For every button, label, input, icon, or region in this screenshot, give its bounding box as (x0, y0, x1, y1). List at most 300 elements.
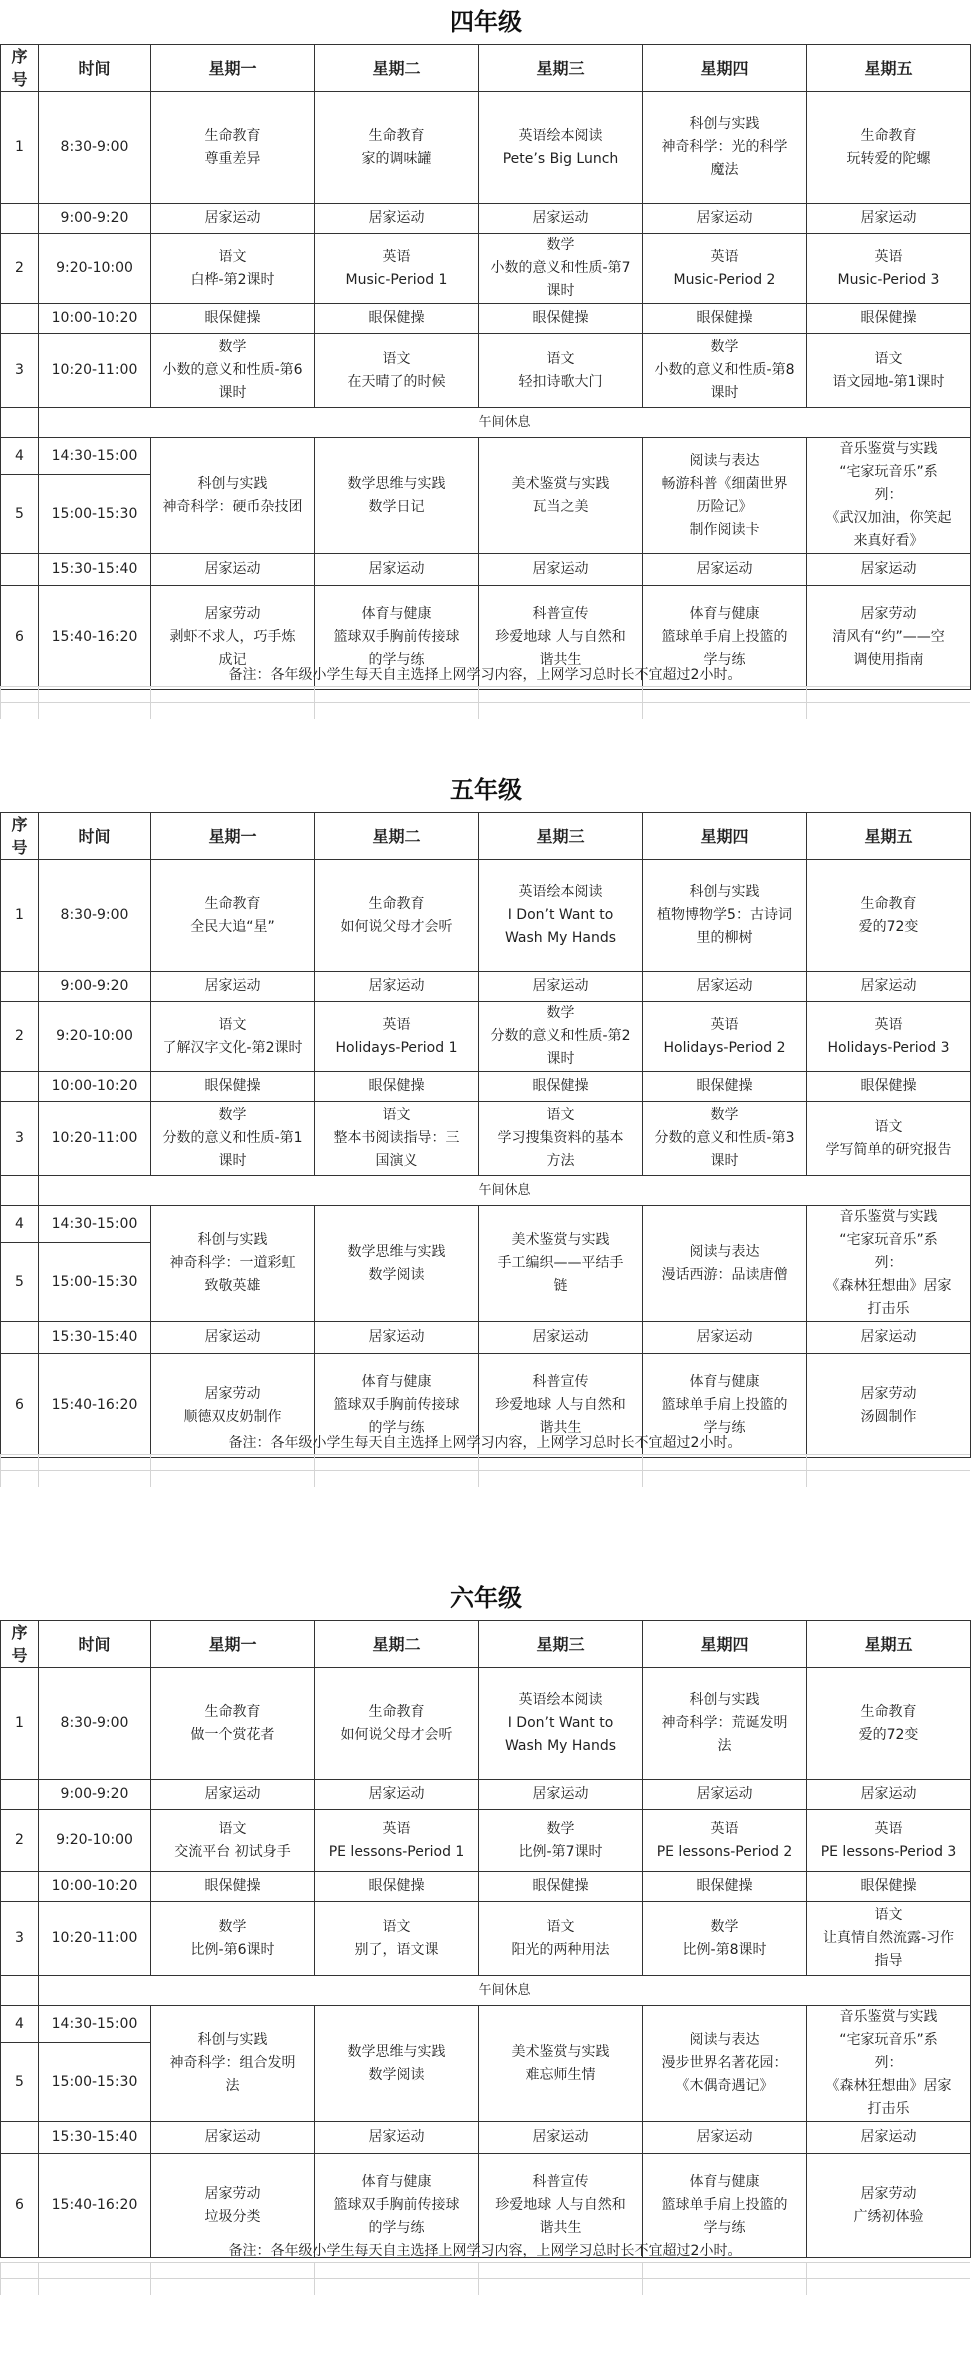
cell-line: 篮球单手肩上投篮的 (661, 629, 788, 645)
cell-line: 垃圾分类 (204, 2208, 261, 2225)
cell-line: 国演义 (375, 1153, 418, 1169)
class-cell (151, 2006, 315, 2122)
sheet-gridline-cell (150, 687, 151, 703)
cell-line: 英语 (382, 1016, 411, 1033)
cell-line: 居家运动 (532, 978, 589, 994)
class-cell (479, 2006, 643, 2122)
time-slot: 9:00-9:20 (39, 1780, 151, 1810)
cell-line: 英语 (874, 1820, 903, 1837)
cell-line: 语文 (546, 350, 575, 367)
cell-line: “宅家玩音乐”系 (839, 2032, 938, 2048)
column-header: 星期一 (151, 813, 315, 860)
period-number (1, 304, 39, 334)
class-cell (643, 860, 807, 972)
lunch-row (1, 1976, 971, 2006)
cell-line: 居家运动 (696, 978, 753, 994)
time-slot: 14:30-15:00 (39, 1206, 151, 1243)
cell-line: 阅读与表达 (689, 1243, 760, 1260)
cell-line: 篮球单手肩上投篮的 (661, 2197, 788, 2213)
cell-line: 如何说父母才会听 (340, 918, 453, 935)
class-cell (807, 860, 971, 972)
class-cell (643, 334, 807, 408)
cell-line: PE lessons-Period 3 (820, 1843, 957, 1860)
cell-line: 生命教育 (368, 895, 425, 912)
class-cell (315, 1810, 479, 1872)
class-cell (479, 1902, 643, 1976)
time-slot: 14:30-15:00 (39, 2006, 151, 2043)
cell-line: 课时 (710, 385, 739, 401)
sheet-gridline-cell (806, 687, 807, 703)
table-row (1, 1780, 971, 1810)
cell-line: 法 (717, 1738, 732, 1754)
class-cell (479, 1780, 643, 1810)
class-cell (315, 2006, 479, 2122)
cell-line: 在天晴了的时候 (347, 373, 446, 390)
cell-line: 语文 (382, 1918, 411, 1935)
class-cell (643, 304, 807, 334)
cell-line: 比例-第7课时 (518, 1843, 603, 1860)
cell-line: 眼保健操 (860, 310, 917, 326)
table-row (1, 1072, 971, 1102)
cell-line: 居家劳动 (204, 606, 261, 622)
cell-line: 珍爱地球 人与自然和 (495, 629, 626, 645)
cell-line: 手工编织——平结手 (497, 1255, 624, 1271)
sheet-gridline-cell (806, 1455, 807, 1471)
sheet-gridline-cell (38, 703, 39, 719)
column-header: 星期四 (643, 45, 807, 92)
class-cell (807, 2006, 971, 2122)
time-slot: 8:30-9:00 (39, 860, 151, 972)
class-cell (479, 204, 643, 234)
time-slot: 15:00-15:30 (39, 2043, 151, 2122)
grade-title: 六年级 (450, 1583, 522, 1612)
table-row (1, 304, 971, 334)
table-row (1, 1322, 971, 1354)
cell-line: 语文 (382, 350, 411, 367)
class-cell (151, 1810, 315, 1872)
cell-line: 居家劳动 (860, 2185, 917, 2202)
class-cell (479, 234, 643, 304)
cell-line: 科创与实践 (197, 1232, 268, 1248)
class-cell (479, 1102, 643, 1176)
cell-line: 瓦当之美 (532, 498, 589, 515)
class-cell (479, 1668, 643, 1780)
cell-line: 英语 (874, 248, 903, 265)
sheet-gridline-cell (642, 1455, 643, 1471)
cell-line: 别了，语文课 (354, 1941, 439, 1958)
cell-line: 语文 (218, 1016, 247, 1033)
cell-line: 居家运动 (860, 561, 917, 577)
column-header: 星期四 (643, 813, 807, 860)
class-cell (479, 1810, 643, 1872)
class-cell (643, 1002, 807, 1072)
cell-line: 制作阅读卡 (689, 521, 760, 538)
cell-line: 篮球双手胸前传接球 (333, 1397, 460, 1413)
cell-line: 英语绘本阅读 (518, 884, 603, 900)
class-cell (151, 304, 315, 334)
table-row (1, 554, 971, 586)
cell-line: 打击乐 (867, 2101, 910, 2117)
cell-line: 居家运动 (368, 561, 425, 577)
sheet-gridline (0, 702, 970, 703)
class-cell (151, 1668, 315, 1780)
class-cell (151, 1872, 315, 1902)
class-cell (315, 1668, 479, 1780)
cell-line: 数学日记 (368, 498, 425, 515)
period-number: 6 (1, 2154, 39, 2258)
cell-line: 《武汉加油，你笑起 (825, 510, 952, 526)
class-cell (643, 438, 807, 554)
class-cell (807, 2122, 971, 2154)
sheet-gridline-cell (478, 687, 479, 703)
cell-line: 神奇科学：一道彩虹 (169, 1255, 296, 1271)
cell-line: 居家运动 (204, 1786, 261, 1802)
class-cell (643, 1322, 807, 1354)
class-cell (807, 334, 971, 408)
cell-line: 比例-第6课时 (190, 1941, 275, 1958)
column-header: 星期二 (315, 45, 479, 92)
class-cell (807, 972, 971, 1002)
cell-line: 语文 (218, 248, 247, 265)
cell-line: 美术鉴赏与实践 (511, 475, 610, 492)
period-number: 5 (1, 1243, 39, 1322)
cell-line: 眼保健操 (204, 1878, 261, 1894)
table-row (1, 972, 971, 1002)
cell-line: 神奇科学：硬币杂技团 (162, 498, 303, 515)
sheet-gridline-cell (150, 2279, 151, 2295)
cell-line: 珍爱地球 人与自然和 (495, 2197, 626, 2213)
cell-line: Music-Period 1 (345, 271, 448, 288)
class-cell (479, 2122, 643, 2154)
cell-line: 居家运动 (532, 561, 589, 577)
class-cell (315, 1902, 479, 1976)
table-row (1, 2006, 971, 2043)
cell-line: 数学阅读 (368, 2066, 425, 2083)
period-number: 6 (1, 586, 39, 690)
cell-line: 体育与健康 (361, 2174, 432, 2190)
sheet-gridline-cell (642, 2279, 643, 2295)
class-cell (315, 1102, 479, 1176)
class-cell (807, 92, 971, 204)
time-slot: 10:20-11:00 (39, 1102, 151, 1176)
sheet-gridline-cell (38, 1471, 39, 1487)
time-slot: 15:40-16:20 (39, 586, 151, 690)
period-number: 2 (1, 234, 39, 304)
period-number: 4 (1, 1206, 39, 1243)
cell-line: 数学阅读 (368, 1266, 425, 1283)
cell-line: 魔法 (710, 162, 739, 178)
cell-line: 整本书阅读指导：三 (333, 1130, 460, 1146)
sheet-gridline-cell (150, 1471, 151, 1487)
cell-line: 列： (874, 1255, 903, 1271)
cell-line: 如何说父母才会听 (340, 1726, 453, 1743)
column-header: 序号 (1, 813, 39, 860)
period-number: 2 (1, 1002, 39, 1072)
cell-line: 居家运动 (696, 1786, 753, 1802)
class-cell (151, 1102, 315, 1176)
class-cell (807, 438, 971, 554)
cell-line: 阅读与表达 (689, 452, 760, 469)
cell-line: 指导 (874, 1953, 903, 1969)
time-slot: 15:40-16:20 (39, 2154, 151, 2258)
cell-line: 难忘师生情 (525, 2066, 596, 2083)
cell-line: 眼保健操 (696, 1078, 753, 1094)
cell-line: 漫步世界名著花园： (661, 2055, 788, 2071)
period-number (1, 1872, 39, 1902)
cell-line: 谐共生 (539, 1420, 582, 1436)
class-cell (315, 234, 479, 304)
cell-line: 课时 (218, 385, 247, 401)
cell-line: 居家运动 (204, 1329, 261, 1345)
cell-line: 英语 (710, 1016, 739, 1033)
cell-line: 眼保健操 (532, 1078, 589, 1094)
cell-line: 神奇科学：组合发明 (169, 2055, 296, 2071)
class-cell (643, 92, 807, 204)
cell-line: 小数的意义和性质-第8 (654, 362, 795, 378)
table-row (1, 234, 971, 304)
sheet-gridline-cell (478, 703, 479, 719)
sheet-gridline-cell (0, 1471, 1, 1487)
cell-line: 音乐鉴赏与实践 (839, 2009, 938, 2025)
time-slot: 8:30-9:00 (39, 1668, 151, 1780)
cell-line: 的学与练 (368, 1420, 425, 1436)
sheet-gridline-cell (0, 2263, 1, 2279)
class-cell (151, 204, 315, 234)
time-slot: 15:30-15:40 (39, 554, 151, 586)
class-cell (315, 1780, 479, 1810)
cell-line: 眼保健操 (860, 1878, 917, 1894)
table-row (1, 438, 971, 475)
period-number (1, 1322, 39, 1354)
period-number (1, 554, 39, 586)
period-number: 1 (1, 1668, 39, 1780)
cell-line: 植物博物学5：古诗词 (657, 907, 792, 923)
cell-line: 生命教育 (204, 127, 261, 144)
class-cell (151, 1902, 315, 1976)
lunch-spacer (1, 1176, 39, 1206)
period-number: 4 (1, 2006, 39, 2043)
cell-line: 居家劳动 (204, 1385, 261, 1402)
class-cell (807, 1810, 971, 1872)
time-slot: 9:20-10:00 (39, 234, 151, 304)
sheet-gridline-cell (478, 2263, 479, 2279)
cell-line: 居家运动 (532, 1329, 589, 1345)
cell-line: 数学 (218, 339, 247, 355)
class-cell (643, 554, 807, 586)
header-row (1, 1621, 971, 1668)
cell-line: 英语 (874, 1016, 903, 1033)
time-slot: 15:00-15:30 (39, 1243, 151, 1322)
cell-line: 眼保健操 (204, 310, 261, 326)
class-cell (151, 2122, 315, 2154)
cell-line: 居家运动 (368, 2129, 425, 2145)
period-number: 3 (1, 1902, 39, 1976)
class-cell (151, 1780, 315, 1810)
cell-line: 课时 (546, 283, 575, 299)
sheet-gridline-cell (806, 703, 807, 719)
cell-line: 成记 (218, 652, 247, 668)
cell-line: 生命教育 (368, 1703, 425, 1720)
cell-line: 数学思维与实践 (347, 475, 446, 492)
class-cell (479, 92, 643, 204)
cell-line: 科创与实践 (689, 884, 760, 900)
cell-line: 链 (553, 1278, 568, 1294)
class-cell (151, 334, 315, 408)
cell-line: 学与练 (703, 652, 746, 668)
time-slot: 15:40-16:20 (39, 1354, 151, 1458)
table-row (1, 2122, 971, 2154)
class-cell (807, 1322, 971, 1354)
cell-line: 眼保健操 (696, 310, 753, 326)
cell-line: Holidays-Period 3 (827, 1039, 950, 1056)
cell-line: 交流平台 初试身手 (174, 1843, 291, 1860)
cell-line: 居家运动 (368, 1786, 425, 1802)
class-cell (643, 1780, 807, 1810)
cell-line: 居家运动 (532, 210, 589, 226)
sheet-gridline-cell (38, 687, 39, 703)
cell-line: 课时 (218, 1153, 247, 1169)
cell-line: 畅游科普《细菌世界 (661, 475, 788, 492)
class-cell (151, 972, 315, 1002)
cell-line: 阳光的两种用法 (511, 1941, 610, 1958)
period-number: 3 (1, 334, 39, 408)
class-cell (315, 304, 479, 334)
cell-line: 居家劳动 (860, 1385, 917, 1402)
cell-line: 生命教育 (368, 127, 425, 144)
time-slot: 15:30-15:40 (39, 1322, 151, 1354)
cell-line: 眼保健操 (368, 1878, 425, 1894)
cell-line: I Don’t Want to (507, 1715, 614, 1731)
class-cell (315, 554, 479, 586)
cell-line: 清风有“约”——空 (832, 629, 945, 645)
cell-line: 神奇科学：荒诞发明 (661, 1715, 788, 1731)
cell-line: 漫话西游：品读唐僧 (661, 1266, 788, 1283)
cell-line: 数学 (218, 1107, 247, 1123)
cell-line: 分数的意义和性质-第3 (654, 1130, 795, 1146)
grade-title: 四年级 (450, 7, 522, 36)
cell-line: 体育与健康 (689, 606, 760, 622)
cell-line: 历险记》 (696, 498, 753, 515)
class-cell (807, 554, 971, 586)
cell-line: 数学 (546, 1005, 575, 1021)
sheet-gridline (0, 2262, 970, 2263)
cell-line: 居家运动 (204, 978, 261, 994)
class-cell (151, 1002, 315, 1072)
cell-line: 眼保健操 (368, 1078, 425, 1094)
cell-line: 英语 (382, 1820, 411, 1837)
cell-line: 语文 (218, 1820, 247, 1837)
column-header: 星期二 (315, 1621, 479, 1668)
cell-line: 来真好看》 (853, 533, 924, 549)
time-slot: 10:00-10:20 (39, 1072, 151, 1102)
cell-line: “宅家玩音乐”系 (839, 1232, 938, 1248)
column-header: 星期三 (479, 813, 643, 860)
lunch-spacer (1, 1976, 39, 2006)
grade-note: 备注：各年级小学生每天自主选择上网学习内容，上网学习总时长不宜超过2小时。 (228, 667, 742, 683)
class-cell (643, 1872, 807, 1902)
cell-line: 眼保健操 (532, 310, 589, 326)
cell-line: 珍爱地球 人与自然和 (495, 1397, 626, 1413)
cell-line: 音乐鉴赏与实践 (839, 1209, 938, 1225)
cell-line: Pete’s Big Lunch (502, 150, 619, 167)
class-cell (643, 1902, 807, 1976)
cell-line: 眼保健操 (204, 1078, 261, 1094)
cell-line: 生命教育 (204, 895, 261, 912)
cell-line: 家的调味罐 (361, 150, 432, 167)
cell-line: 居家运动 (368, 210, 425, 226)
sheet-gridline-cell (806, 1471, 807, 1487)
cell-line: 的学与练 (368, 652, 425, 668)
cell-line: 尊重差异 (204, 150, 261, 167)
class-cell (315, 1206, 479, 1322)
time-slot: 9:20-10:00 (39, 1002, 151, 1072)
cell-line: Music-Period 2 (673, 271, 776, 288)
class-cell (807, 1872, 971, 1902)
class-cell (151, 234, 315, 304)
cell-line: 语文园地-第1课时 (832, 373, 945, 390)
cell-line: 调使用指南 (853, 652, 924, 668)
time-slot: 10:00-10:20 (39, 304, 151, 334)
cell-line: 数学思维与实践 (347, 1243, 446, 1260)
sheet-gridline-cell (0, 687, 1, 703)
cell-line: 美术鉴赏与实践 (511, 2043, 610, 2060)
cell-line: 生命教育 (860, 1703, 917, 1720)
cell-line: PE lessons-Period 1 (328, 1843, 465, 1860)
cell-line: Music-Period 3 (837, 271, 940, 288)
cell-line: 小数的意义和性质-第6 (162, 362, 303, 378)
cell-line: 居家劳动 (860, 606, 917, 622)
period-number (1, 1072, 39, 1102)
class-cell (479, 1072, 643, 1102)
cell-line: 居家运动 (696, 1329, 753, 1345)
cell-line: 居家运动 (204, 210, 261, 226)
time-slot: 10:20-11:00 (39, 334, 151, 408)
sheet-gridline (0, 1454, 970, 1455)
period-number: 5 (1, 2043, 39, 2122)
cell-line: 学与练 (703, 1420, 746, 1436)
period-number (1, 972, 39, 1002)
class-cell (479, 860, 643, 972)
column-header: 星期四 (643, 1621, 807, 1668)
class-cell (479, 972, 643, 1002)
cell-line: 居家运动 (696, 2129, 753, 2145)
cell-line: Wash My Hands (504, 1738, 617, 1754)
class-cell (643, 2006, 807, 2122)
column-header: 星期三 (479, 45, 643, 92)
cell-line: 分数的意义和性质-第2 (490, 1028, 631, 1044)
period-number: 1 (1, 860, 39, 972)
class-cell (315, 2122, 479, 2154)
table-row (1, 1668, 971, 1780)
cell-line: 音乐鉴赏与实践 (839, 441, 938, 457)
cell-line: 数学 (546, 237, 575, 253)
cell-line: 居家运动 (368, 978, 425, 994)
cell-line: 学写简单的研究报告 (825, 1141, 952, 1158)
class-cell (807, 1102, 971, 1176)
cell-line: 谐共生 (539, 652, 582, 668)
cell-line: 居家运动 (860, 1329, 917, 1345)
cell-line: 英语绘本阅读 (518, 127, 603, 144)
cell-line: 居家运动 (696, 210, 753, 226)
cell-line: PE lessons-Period 2 (656, 1843, 793, 1860)
cell-line: 生命教育 (860, 127, 917, 144)
column-header: 星期一 (151, 1621, 315, 1668)
column-header: 序号 (1, 1621, 39, 1668)
cell-line: 语文 (874, 1118, 903, 1135)
column-header: 星期一 (151, 45, 315, 92)
cell-line: 《森林狂想曲》居家 (825, 2078, 952, 2094)
cell-line: 居家运动 (860, 978, 917, 994)
